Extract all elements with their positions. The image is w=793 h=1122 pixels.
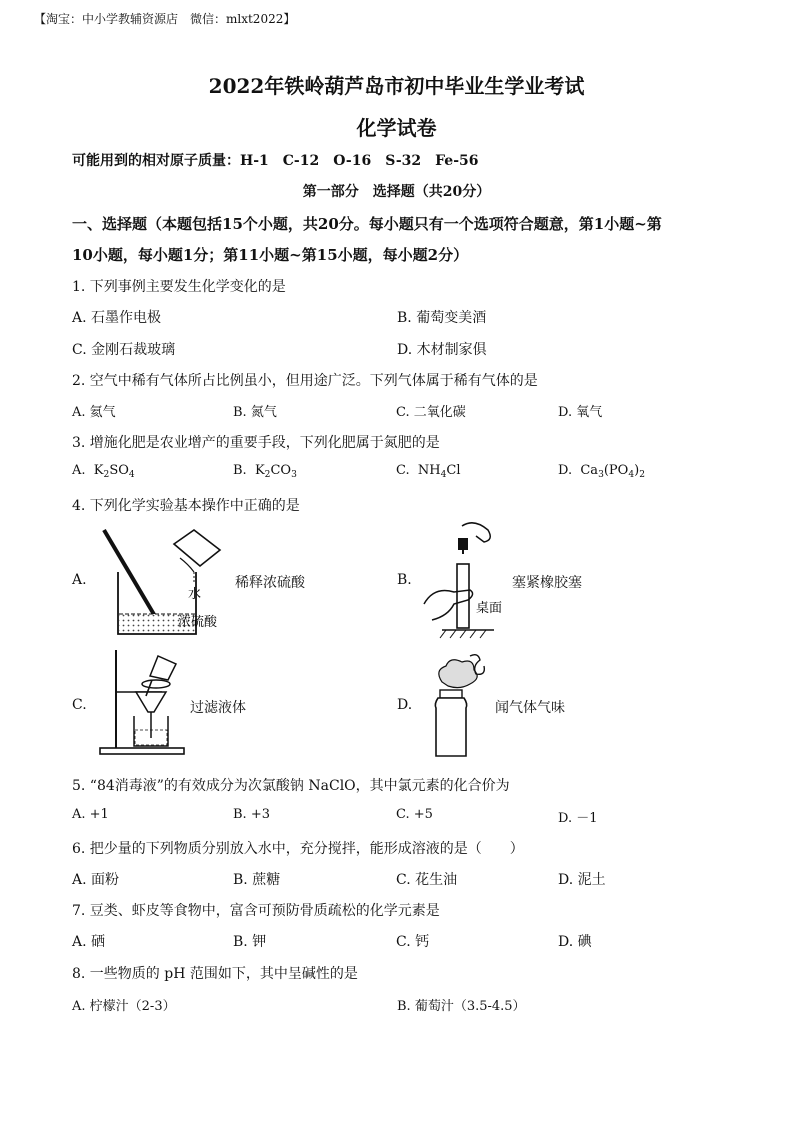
gas-cloud <box>439 660 477 688</box>
question-3-stem: 3. 增施化肥是农业增产的重要手段，下列化肥属于氮肥的是 <box>72 435 440 451</box>
q6-option-d[interactable]: D. 泥土 <box>558 872 606 888</box>
q2-option-c[interactable]: C. 二氧化碳 <box>396 405 466 420</box>
q5-option-c[interactable]: C. +5 <box>396 807 433 822</box>
q8-option-b[interactable]: B. 葡萄汁（3.5-4.5） <box>397 999 526 1014</box>
figure-label-table: 桌面 <box>476 601 503 616</box>
water-beaker <box>174 530 220 566</box>
q6-option-a[interactable]: A. 面粉 <box>72 872 120 888</box>
q4-option-b-caption: 塞紧橡胶塞 <box>512 575 582 591</box>
q4-figure-b-stopper <box>418 520 514 638</box>
gas-bottle <box>435 698 466 756</box>
question-4-stem: 4. 下列化学实验基本操作中正确的是 <box>72 498 300 514</box>
question-8-stem: 8. 一些物质的 pH 范围如下，其中呈碱性的是 <box>72 966 358 982</box>
q3-option-b[interactable]: B. $K_2CO_3$ <box>233 463 297 480</box>
q4-figure-c-filtration <box>96 646 188 758</box>
q3-option-a[interactable]: A. $K_2SO_4$ <box>72 463 135 480</box>
source-watermark-line: 【淘宝：中小学教辅资源店 微信：mlxt2022】 <box>34 12 296 26</box>
glass-rod <box>104 530 162 628</box>
q2-option-b[interactable]: B. 氮气 <box>233 405 277 420</box>
q2-option-a[interactable]: A. 氦气 <box>72 405 116 420</box>
q1-option-d[interactable]: D. 木材制家俱 <box>397 342 487 358</box>
q5-option-a[interactable]: A. +1 <box>72 807 109 822</box>
q8-option-a[interactable]: A. 柠檬汁（2-3） <box>72 999 176 1014</box>
q7-option-c[interactable]: C. 钙 <box>396 934 430 950</box>
q1-option-c[interactable]: C. 金刚石裁玻璃 <box>72 342 176 358</box>
exam-subject: 化学试卷 <box>356 116 437 140</box>
exam-title: 2022年铁岭葫芦岛市初中毕业生学业考试 <box>208 74 585 98</box>
question-6-stem: 6. 把少量的下列物质分别放入水中，充分搅拌，能形成溶液的是（ ） <box>72 841 524 857</box>
q4-option-d-label[interactable]: D. <box>397 697 413 713</box>
q6-option-c[interactable]: C. 花生油 <box>396 872 458 888</box>
funnel <box>136 692 166 712</box>
iron-stand-base <box>100 748 184 754</box>
q5-option-b[interactable]: B. +3 <box>233 807 270 822</box>
q1-option-b[interactable]: B. 葡萄变美酒 <box>397 310 487 326</box>
pouring-beaker <box>150 656 176 680</box>
q1-option-a[interactable]: A. 石墨作电极 <box>72 310 162 326</box>
q4-option-a-caption: 稀释浓硫酸 <box>235 575 305 591</box>
q4-option-b-label[interactable]: B. <box>397 572 412 588</box>
q7-option-b[interactable]: B. 钾 <box>233 934 267 950</box>
question-2-stem: 2. 空气中稀有气体所占比例虽小，但用途广泛。下列气体属于稀有气体的是 <box>72 373 538 389</box>
section1-instructions-line2: 10小题，每小题1分；第11小题~第15小题，每小题2分） <box>72 246 469 264</box>
q4-option-c-label[interactable]: C. <box>72 697 87 713</box>
question-5-stem: 5. “84消毒液”的有效成分为次氯酸钠 NaClO，其中氯元素的化合价为 <box>72 778 510 794</box>
section1-instructions-line1: 一、选择题（本题包括15个小题，共20分。每小题只有一个选项符合题意，第1小题~第 <box>72 215 662 233</box>
q4-option-d-caption: 闻气体气味 <box>495 700 565 716</box>
q4-option-c-caption: 过滤液体 <box>190 700 246 716</box>
test-tube <box>457 564 469 628</box>
q2-option-d[interactable]: D. 氧气 <box>558 405 603 420</box>
rubber-stopper <box>458 538 468 550</box>
q4-figure-a-dilution <box>96 528 236 640</box>
question-1-stem: 1. 下列事例主要发生化学变化的是 <box>72 279 286 295</box>
question-7-stem: 7. 豆类、虾皮等食物中，富含可预防骨质疏松的化学元素是 <box>72 903 440 919</box>
q6-option-b[interactable]: B. 蔗糖 <box>233 872 281 888</box>
atomic-masses: 可能用到的相对原子质量：H-1 C-12 O-16 S-32 Fe-56 <box>72 153 479 169</box>
part1-heading: 第一部分 选择题（共20分） <box>302 184 491 200</box>
q7-option-d[interactable]: D. 碘 <box>558 934 592 950</box>
q3-option-c[interactable]: C. $NH_4Cl$ <box>396 463 461 480</box>
q7-option-a[interactable]: A. 硒 <box>72 934 106 950</box>
figure-label-conc-acid: 浓硫酸 <box>178 615 218 630</box>
q4-figure-d-smell-gas <box>420 652 494 760</box>
q5-option-d[interactable]: D. －1 <box>558 811 598 826</box>
q3-option-d[interactable]: D. $Ca_3(PO_4)_2$ <box>558 463 646 480</box>
q4-option-a-label[interactable]: A. <box>72 572 87 588</box>
figure-label-water: 水 <box>188 587 202 602</box>
